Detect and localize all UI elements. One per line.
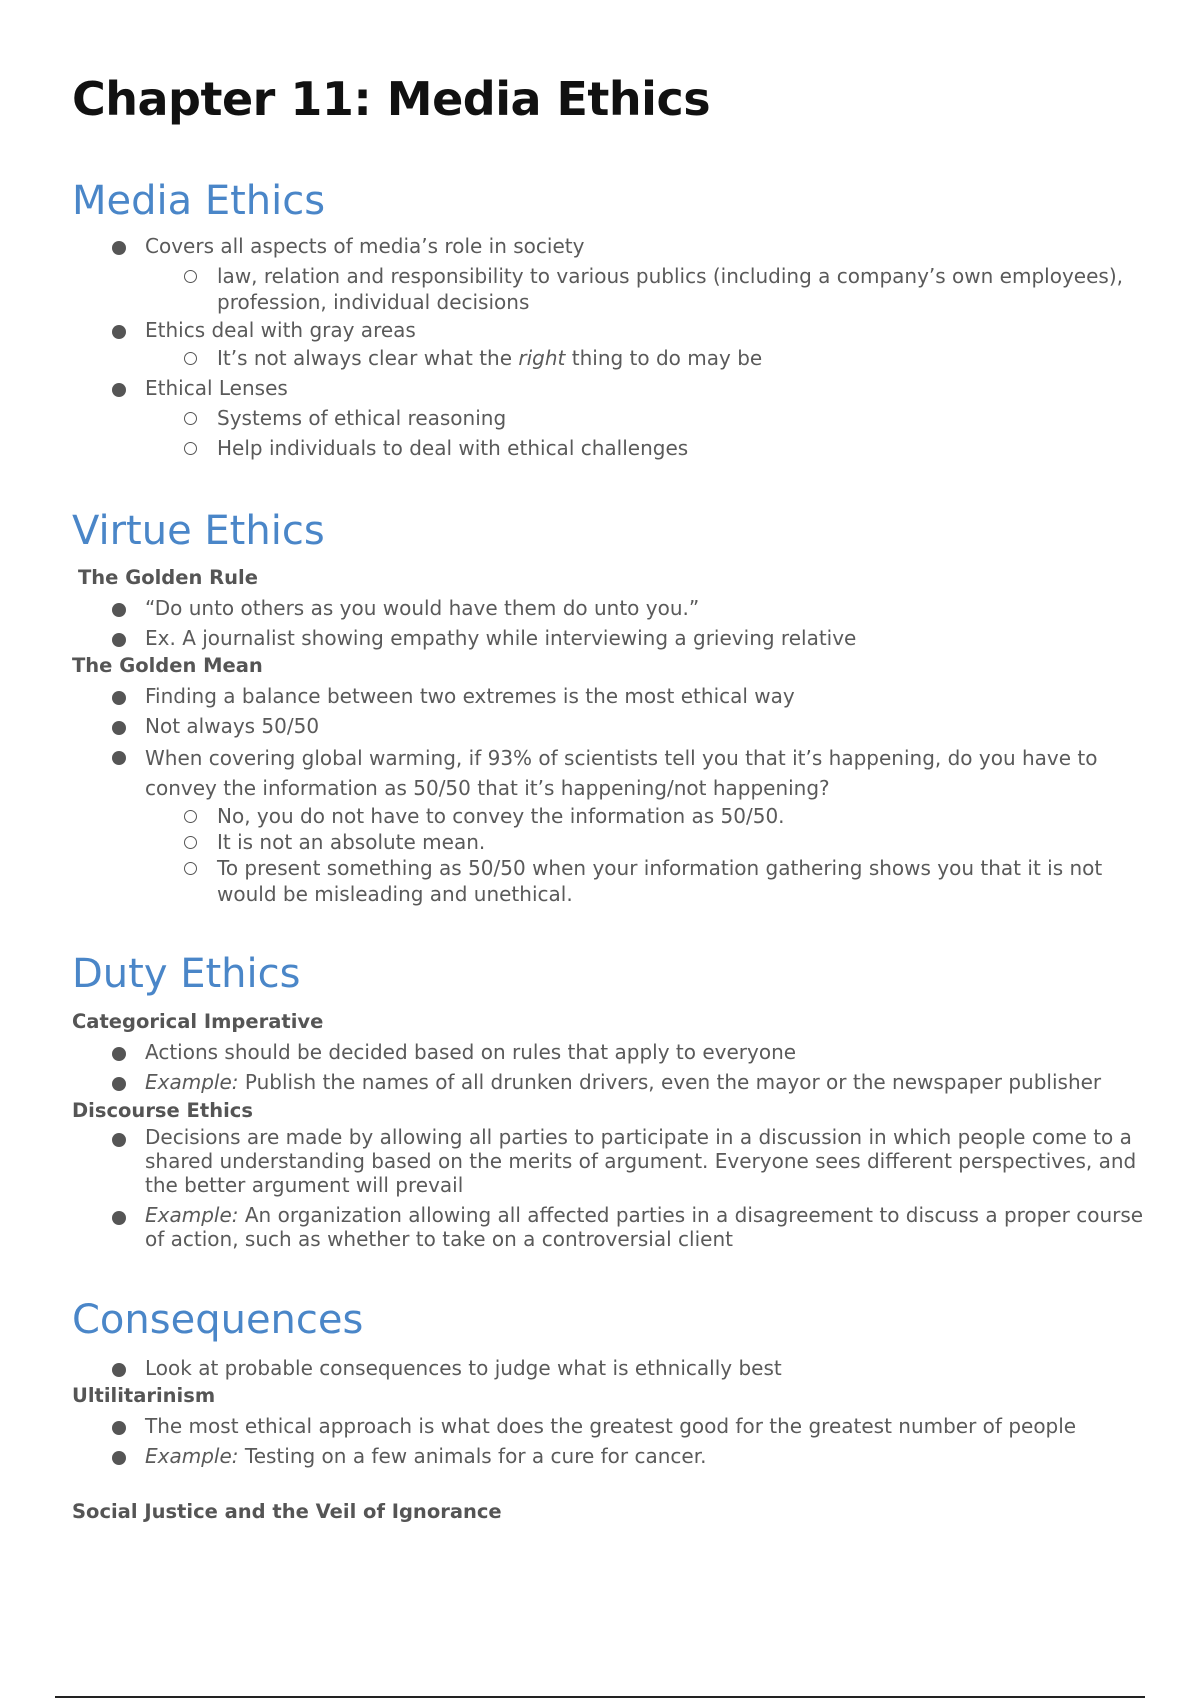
list-item: Ethical Lenses xyxy=(145,375,1145,401)
list-item: Ethics deal with gray areas xyxy=(145,317,1145,343)
heading-virtue-ethics: Virtue Ethics xyxy=(72,508,325,554)
subheading-categorical-imperative: Categorical Imperative xyxy=(72,1010,324,1033)
list-item: Look at probable consequences to judge what is ethnically best xyxy=(145,1355,1145,1381)
emphasis-right: right xyxy=(518,346,566,370)
heading-media-ethics: Media Ethics xyxy=(72,178,326,224)
text-segment: It’s not always clear what the xyxy=(217,346,513,370)
list-item: Decisions are made by allowing all parties to participate in a discussion in which people come to a shared understanding based on the merits of argument. Everyone sees different perspectives, and the better argument will prevail xyxy=(145,1125,1145,1197)
list-item: When covering global warming, if 93% of scientists tell you that it’s happening, do you have to convey the information as 50/50 that it’s happening/not happening? xyxy=(145,743,1145,803)
example-label: Example: xyxy=(145,1444,239,1468)
list-item xyxy=(145,1203,1145,1251)
subheading-golden-rule: The Golden Rule xyxy=(78,566,258,589)
list-item: law, relation and responsibility to various publics (including a company’s own employees), profession, individual decisions xyxy=(217,263,1147,315)
list-item: It is not an absolute mean. xyxy=(217,829,1147,855)
text-segment: Testing on a few animals for a cure for cancer. xyxy=(244,1444,707,1468)
list-item: Not always 50/50 xyxy=(145,713,1145,739)
text-segment: An organization allowing all affected parties in a disagreement to discuss a proper course of action, such as whether to take on a controversial client xyxy=(145,1203,1144,1251)
subheading-discourse-ethics: Discourse Ethics xyxy=(72,1099,253,1122)
list-item: Actions should be decided based on rules that apply to everyone xyxy=(145,1039,1145,1065)
heading-duty-ethics: Duty Ethics xyxy=(72,951,301,997)
subheading-social-justice: Social Justice and the Veil of Ignorance xyxy=(72,1500,502,1523)
list-item: Finding a balance between two extremes is the most ethical way xyxy=(145,683,1145,709)
list-item: Covers all aspects of media’s role in society xyxy=(145,233,1145,259)
subheading-golden-mean: The Golden Mean xyxy=(72,654,263,677)
text-segment: thing to do may be xyxy=(571,346,763,370)
list-item: No, you do not have to convey the information as 50/50. xyxy=(217,803,1147,829)
page-title: Chapter 11: Media Ethics xyxy=(72,72,711,126)
subheading-utilitarianism: Ultilitarinism xyxy=(72,1384,216,1407)
list-item: The most ethical approach is what does the greatest good for the greatest number of people xyxy=(145,1413,1145,1439)
list-item: Help individuals to deal with ethical challenges xyxy=(217,435,1147,461)
text-segment: Publish the names of all drunken drivers, even the mayor or the newspaper publisher xyxy=(244,1070,1102,1094)
list-item xyxy=(217,345,1147,371)
list-item xyxy=(145,1443,1145,1469)
list-item: Ex. A journalist showing empathy while interviewing a grieving relative xyxy=(145,625,1145,651)
heading-consequences: Consequences xyxy=(72,1297,364,1343)
list-item: “Do unto others as you would have them do unto you.” xyxy=(145,595,1145,621)
example-label: Example: xyxy=(145,1070,239,1094)
example-label: Example: xyxy=(145,1203,239,1227)
page-bottom-rule xyxy=(55,1696,1145,1698)
list-item xyxy=(145,1069,1145,1095)
list-item: To present something as 50/50 when your information gathering shows you that it is not would be misleading and unethical. xyxy=(217,855,1147,907)
list-item: Systems of ethical reasoning xyxy=(217,405,1147,431)
